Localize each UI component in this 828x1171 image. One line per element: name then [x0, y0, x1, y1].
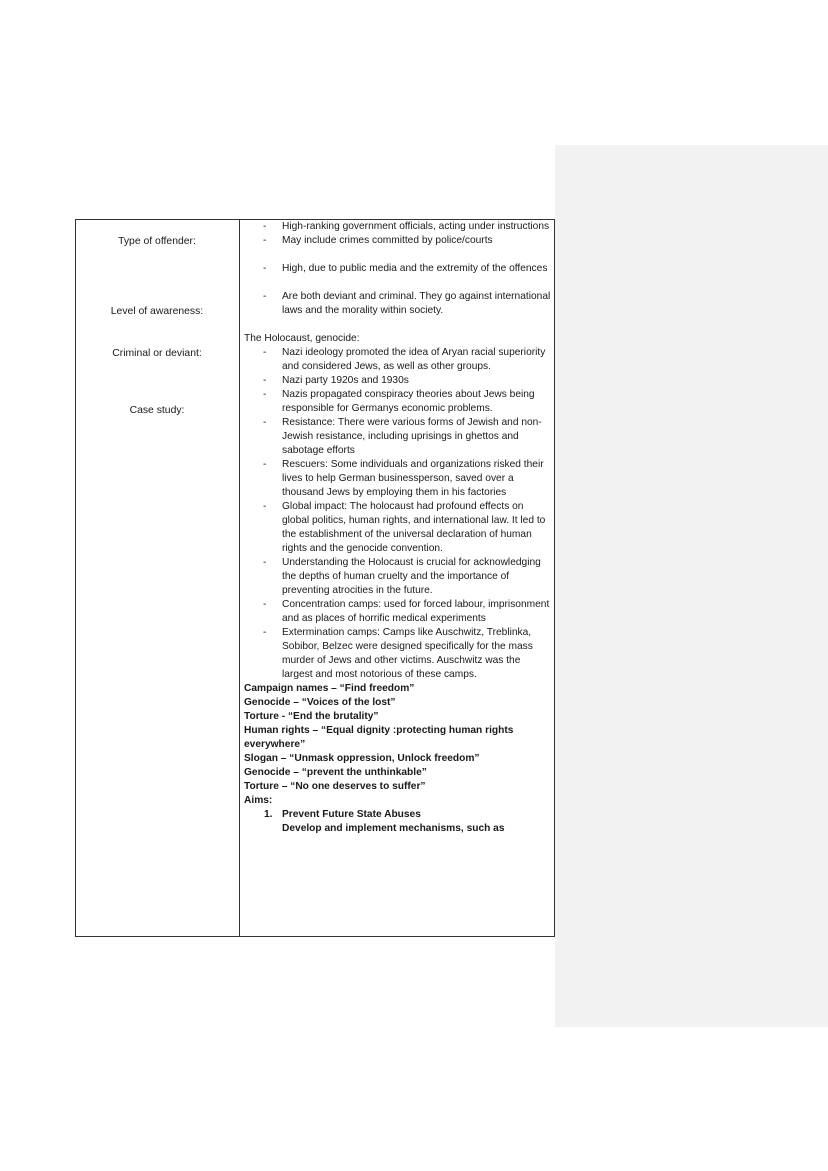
list-item: - Resistance: There were various forms of Jewish and non-Jewish resistance, including uprisings in ghettos and sabotage efforts [263, 417, 542, 456]
list-item: - High-ranking government officials, acting under instructions [263, 221, 550, 232]
aim-detail: Develop and implement mechanisms, such as [282, 823, 505, 834]
comment-pane [555, 145, 828, 1027]
aims-heading: Aims: [244, 795, 273, 806]
list-item: - Nazi ideology promoted the idea of Aryan racial superiority and considered Jews, as well as other groups. [263, 347, 546, 372]
list-item: - Understanding the Holocaust is crucial for acknowledging the depths of human cruelty and the importance of preventing atrocities in the future. [263, 557, 541, 596]
case-study-intro: The Holocaust, genocide: [244, 333, 360, 344]
campaign-line: Genocide – “prevent the unthinkable” [244, 767, 427, 778]
label-case-study: Case study: [129, 405, 185, 416]
label-level-of-awareness: Level of awareness: [110, 306, 204, 317]
campaign-line: Slogan – “Unmask oppression, Unlock freedom” [244, 753, 480, 764]
campaign-line: Torture - “End the brutality” [244, 711, 379, 722]
campaign-line: Genocide – “Voices of the lost” [244, 697, 396, 708]
list-item: - Rescuers: Some individuals and organizations risked their lives to help German businessperson, saved over a thousand Jews by employing them in his factories [263, 459, 544, 498]
campaign-line: Human rights – “Equal dignity :protecting human rights everywhere” [244, 725, 514, 750]
campaign-line: Campaign names – “Find freedom” [244, 683, 415, 694]
list-item: - High, due to public media and the extremity of the offences [263, 263, 548, 274]
list-item: - May include crimes committed by police/courts [263, 235, 493, 246]
label-criminal-or-deviant: Criminal or deviant: [112, 348, 202, 359]
list-item: - Concentration camps: used for forced labour, imprisonment and as places of horrific medical experiments [263, 599, 550, 624]
label-type-of-offender: Type of offender: [118, 236, 196, 247]
list-item: - Nazi party 1920s and 1930s [263, 375, 409, 386]
campaign-line: Torture – “No one deserves to suffer” [244, 781, 426, 792]
right-column-content [244, 220, 552, 836]
list-item: - Extermination camps: Camps like Auschwitz, Treblinka, Sobibor, Belzec were designed specifically for the mass murder of Jews and other victims. Auschwitz was the largest and most notorious of these camps. [263, 627, 533, 680]
list-item: - Global impact: The holocaust had profound effects on global politics, human rights, and international law. It led to the establishment of the universal declaration of human rights and the genocide convention. [263, 501, 546, 554]
column-divider [239, 219, 240, 937]
list-item: - Nazis propagated conspiracy theories about Jews being responsible for Germanys economic problems. [263, 389, 535, 414]
list-item: - Are both deviant and criminal. They go against international laws and the morality within society. [263, 291, 551, 316]
aim-item: 1. Prevent Future State Abuses [264, 809, 421, 820]
